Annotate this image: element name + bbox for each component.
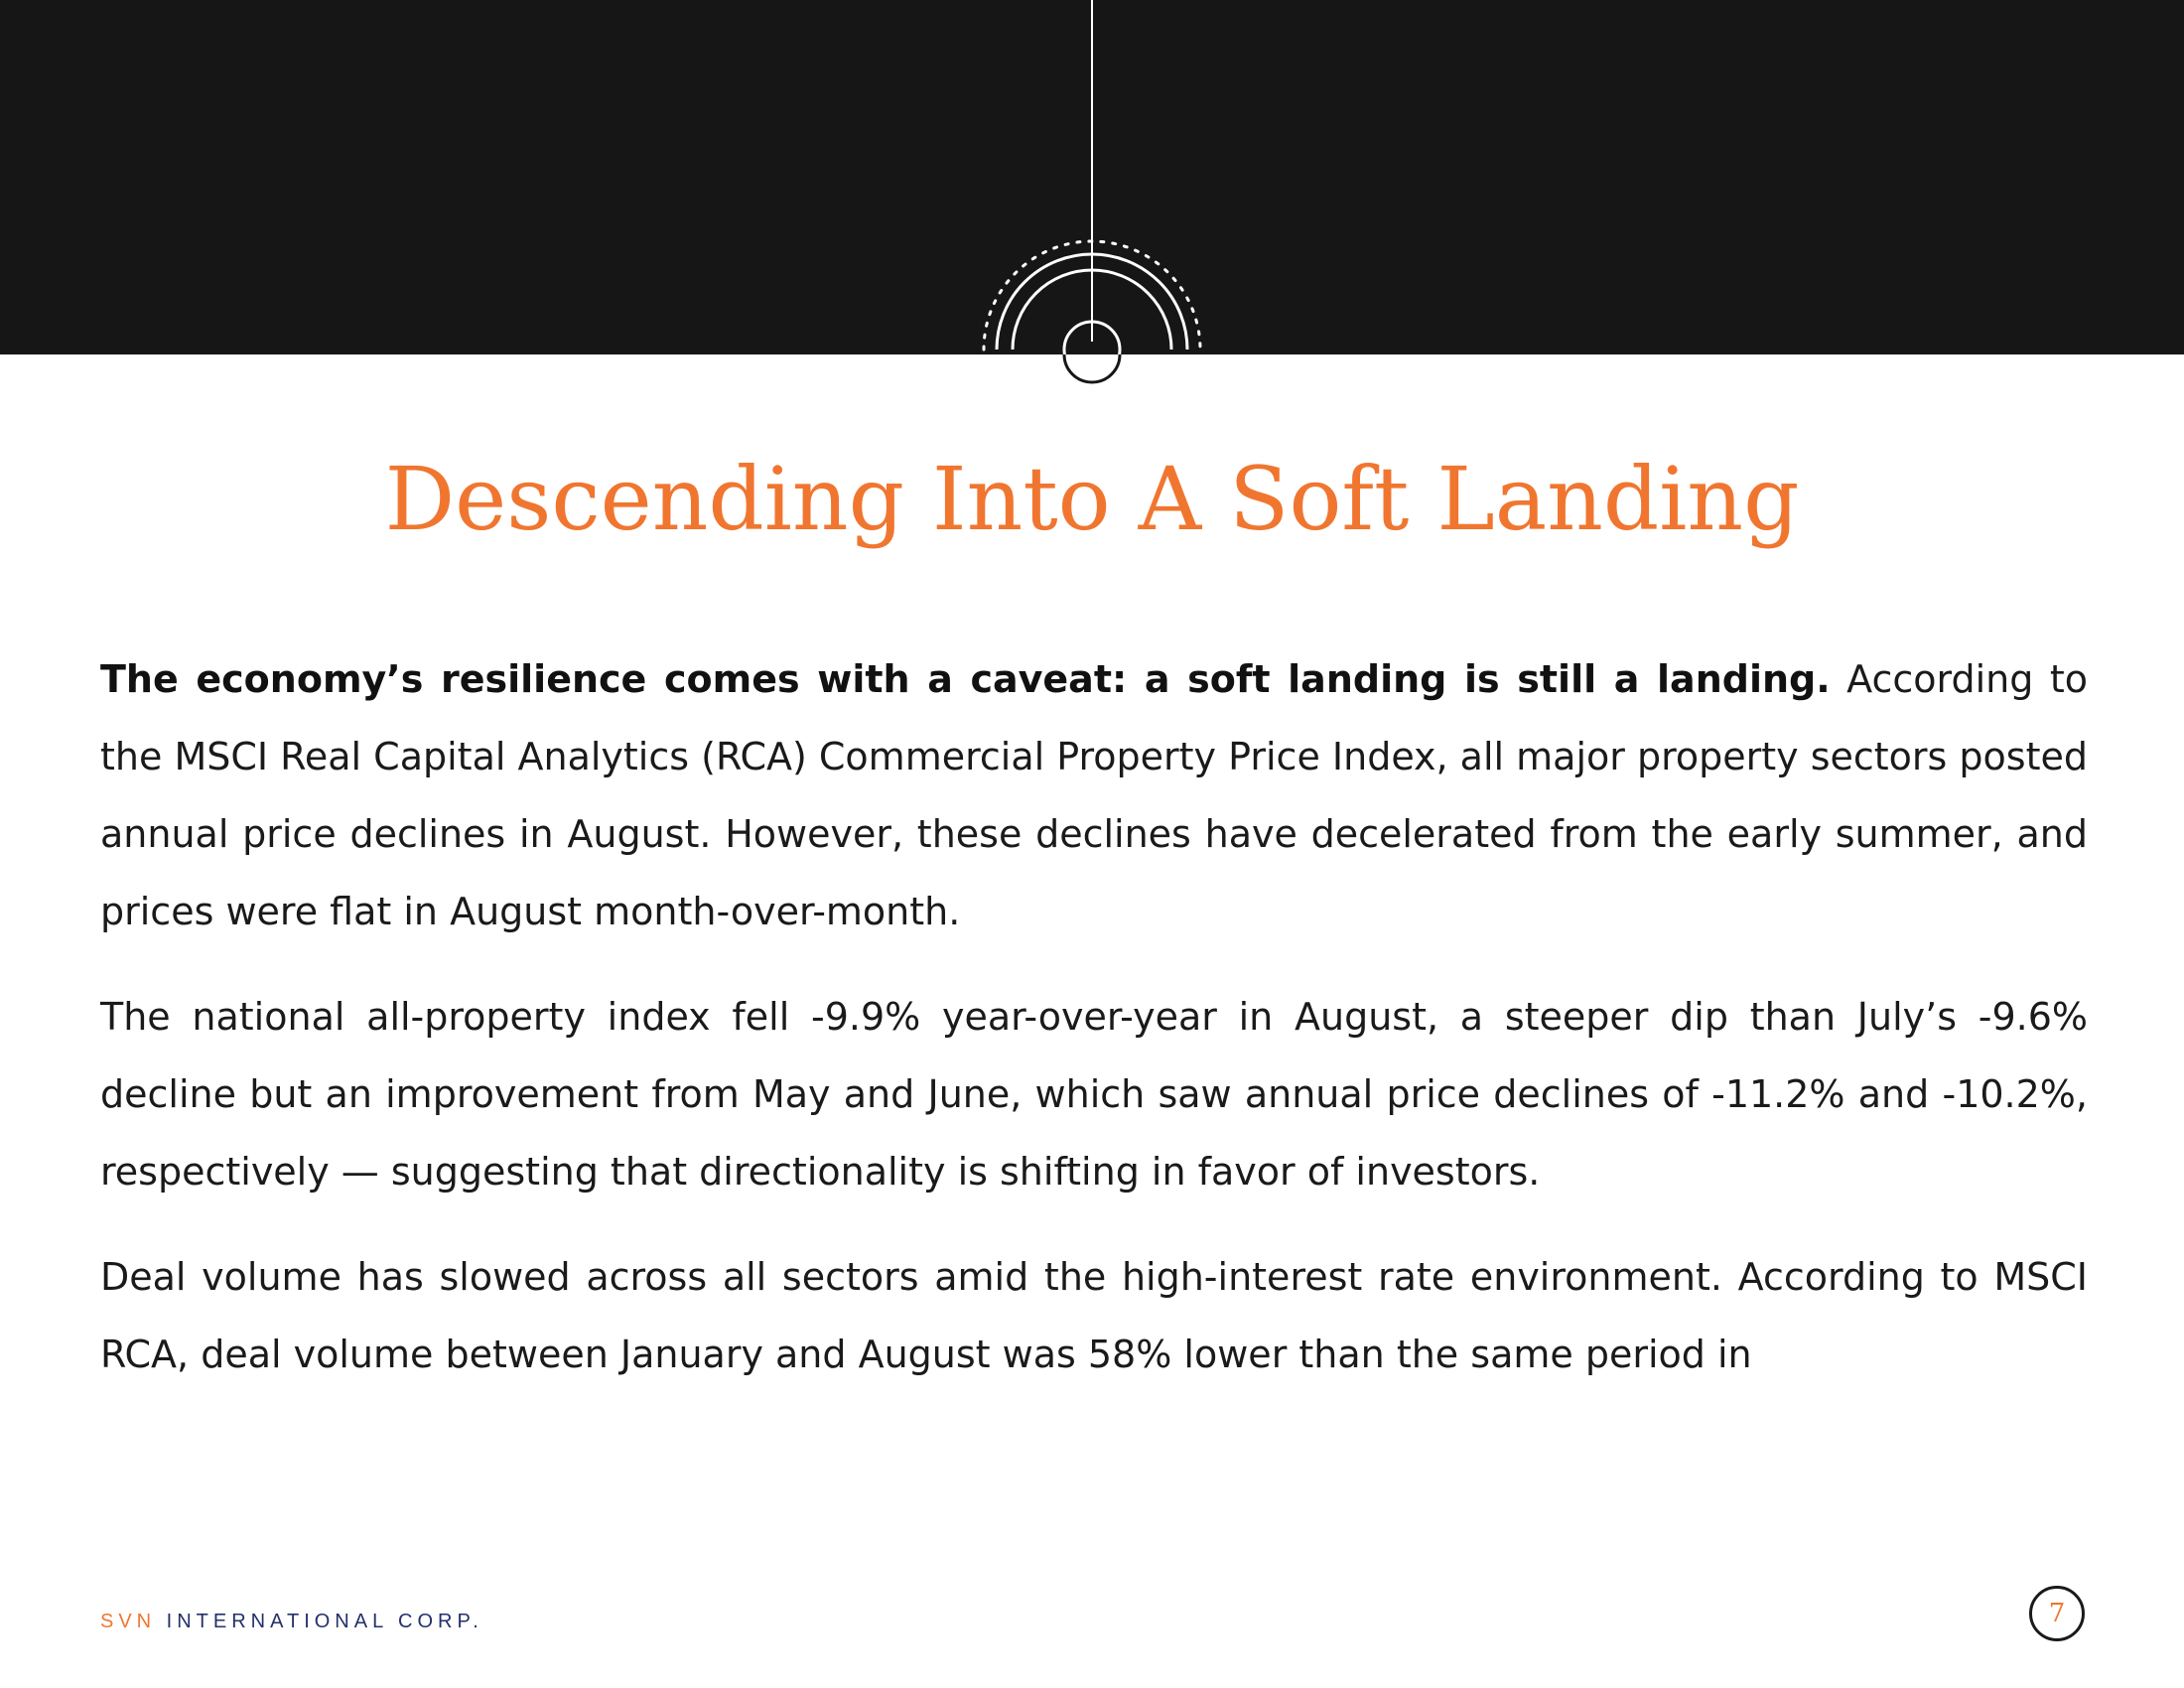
paragraph-text: According to the MSCI Real Capital Analytics (RCA) Commercial Property Price Index, all major property sectors posted annual price declines in August. However, these declines have decelerated from the early summer, and prices were flat in August month-over-month. <box>100 657 2088 933</box>
target-rings-icon <box>0 0 2184 397</box>
page-number: 7 <box>2029 1586 2085 1641</box>
paragraph-intro <box>100 640 2088 950</box>
footer-brand <box>100 1611 483 1633</box>
brand-name: INTERNATIONAL CORP. <box>156 1611 483 1632</box>
page-title: Descending Into A Soft Landing <box>384 448 1800 550</box>
body-text <box>100 640 2088 1421</box>
paragraph-lead: The economy’s resilience comes with a caveat: a soft landing is still a landing. <box>100 657 1831 701</box>
paragraph-index: The national all-property index fell -9.9% year-over-year in August, a steeper dip than July’s -9.6% decline but an improvement from May and June, which saw annual price declines of -11.2% and -10.2%, respectively — suggesting that directionality is shifting in favor of investors. <box>100 995 2088 1194</box>
paragraph-deal-volume: Deal volume has slowed across all sectors amid the high-interest rate environment. According to MSCI RCA, deal volume between January and August was 58% lower than the same period in <box>100 1255 2088 1376</box>
brand-accent: SVN <box>100 1611 157 1632</box>
